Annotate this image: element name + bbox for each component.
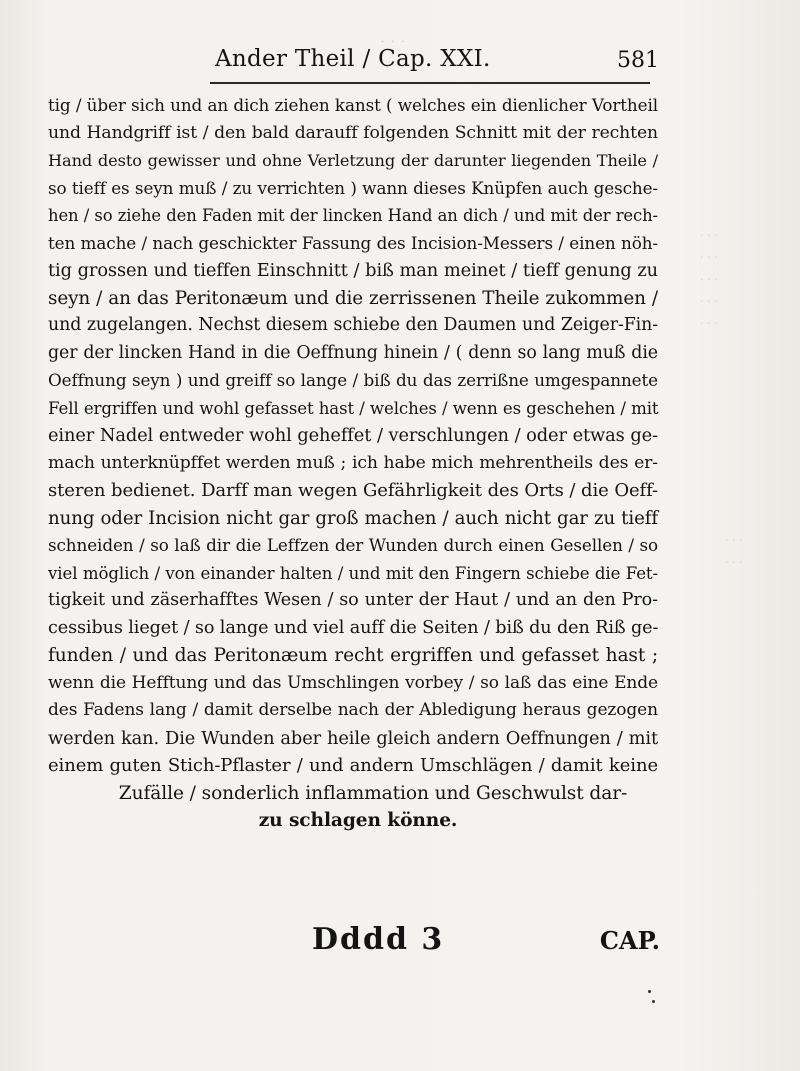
page-footer xyxy=(300,922,660,962)
header-rule xyxy=(210,82,650,84)
text-line: ten mache / nach geschickter Fassung des Incision-Messers / einen nöh- xyxy=(48,232,658,253)
text-line: schneiden / so laß dir die Leffzen der Wunden durch einen Gesellen / so xyxy=(48,535,658,555)
text-line: viel möglich / von einander halten / und mit den Fingern schiebe die Fet- xyxy=(48,563,658,583)
text-line: und Handgriff ist / den bald darauff folgenden Schnitt mit der rechten xyxy=(48,122,658,143)
text-line: einem guten Stich-Pflaster / und andern Umschlägen / damit keine xyxy=(48,755,658,776)
text-line: Fell ergriffen und wohl gefasset hast / welches / wenn es geschehen / mit xyxy=(48,398,659,418)
text-line: tig grossen und tieffen Einschnitt / biß man meinet / tieff genung zu xyxy=(48,260,658,281)
text-line: tigkeit und zäserhafftes Wesen / so unter der Haut / und an den Pro- xyxy=(48,590,658,610)
bleed-through-margin: · · · · · · · · · · · · · · · xyxy=(700,229,718,330)
text-line: cessibus lieget / so lange und viel auff die Seiten / biß du den Riß ge- xyxy=(48,617,659,638)
text-line: werden kan. Die Wunden aber heile gleich andern Oeffnungen / mit xyxy=(48,727,658,749)
text-line: nung oder Incision nicht gar groß machen / auch nicht gar zu tieff xyxy=(48,507,658,529)
closing-line: zu schlagen könne. xyxy=(258,810,458,831)
text-line: steren bedienet. Darff man wegen Gefährligkeit des Orts / die Oeff- xyxy=(48,480,658,501)
ink-speck xyxy=(648,990,651,993)
text-line: mach unterknüpffet werden muß ; ich habe mich mehrentheils des er- xyxy=(48,452,658,473)
body-text xyxy=(48,92,658,835)
page-header xyxy=(215,38,659,78)
text-line: Hand desto gewisser und ohne Verletzung der darunter liegenden Theile / xyxy=(48,151,658,170)
running-title: Ander Theil / Cap. XXI. xyxy=(215,46,491,72)
text-line: tig / über sich und an dich ziehen kanst ( welches ein dienlicher Vortheil xyxy=(48,95,658,115)
text-line: und zugelangen. Nechst diesem schiebe den Daumen und Zeiger-Fin- xyxy=(48,315,658,335)
bleed-through-top: · · · xyxy=(380,32,406,51)
text-line: des Fadens lang / damit derselbe nach der Abledigung heraus gezogen xyxy=(48,700,658,720)
catchword: CAP. xyxy=(599,926,660,955)
text-line: Oeffnung seyn ) und greiff so lange / biß du das zerrißne umgespannete xyxy=(48,370,658,390)
text-line: seyn / an das Peritonæum und die zerrissenen Theile zukommen / xyxy=(48,287,658,309)
text-line: ger der lincken Hand in die Oeffnung hinein / ( denn so lang muß die xyxy=(48,342,658,363)
text-line: hen / so ziehe den Faden mit der lincken Hand an dich / und mit der rech- xyxy=(48,206,658,225)
text-line: funden / und das Peritonæum recht ergriffen und gefasset hast ; xyxy=(48,645,658,666)
signature-mark: Dddd 3 xyxy=(312,922,445,957)
text-line: einer Nadel entweder wohl geheffet / verschlungen / oder etwas ge- xyxy=(48,425,658,446)
text-line: wenn die Hefftung und das Umschlingen vorbey / so laß das eine Ende xyxy=(48,672,658,693)
bleed-through-margin-2: · · · · · · xyxy=(725,534,743,569)
ink-speck xyxy=(652,1000,655,1003)
closing-line: Zufälle / sonderlich inflammation und Geschwulst dar- xyxy=(118,782,628,804)
page-number: 581 xyxy=(617,48,659,73)
text-line: so tieff es seyn muß / zu verrichten ) wann dieses Knüpfen auch gesche- xyxy=(48,177,658,198)
